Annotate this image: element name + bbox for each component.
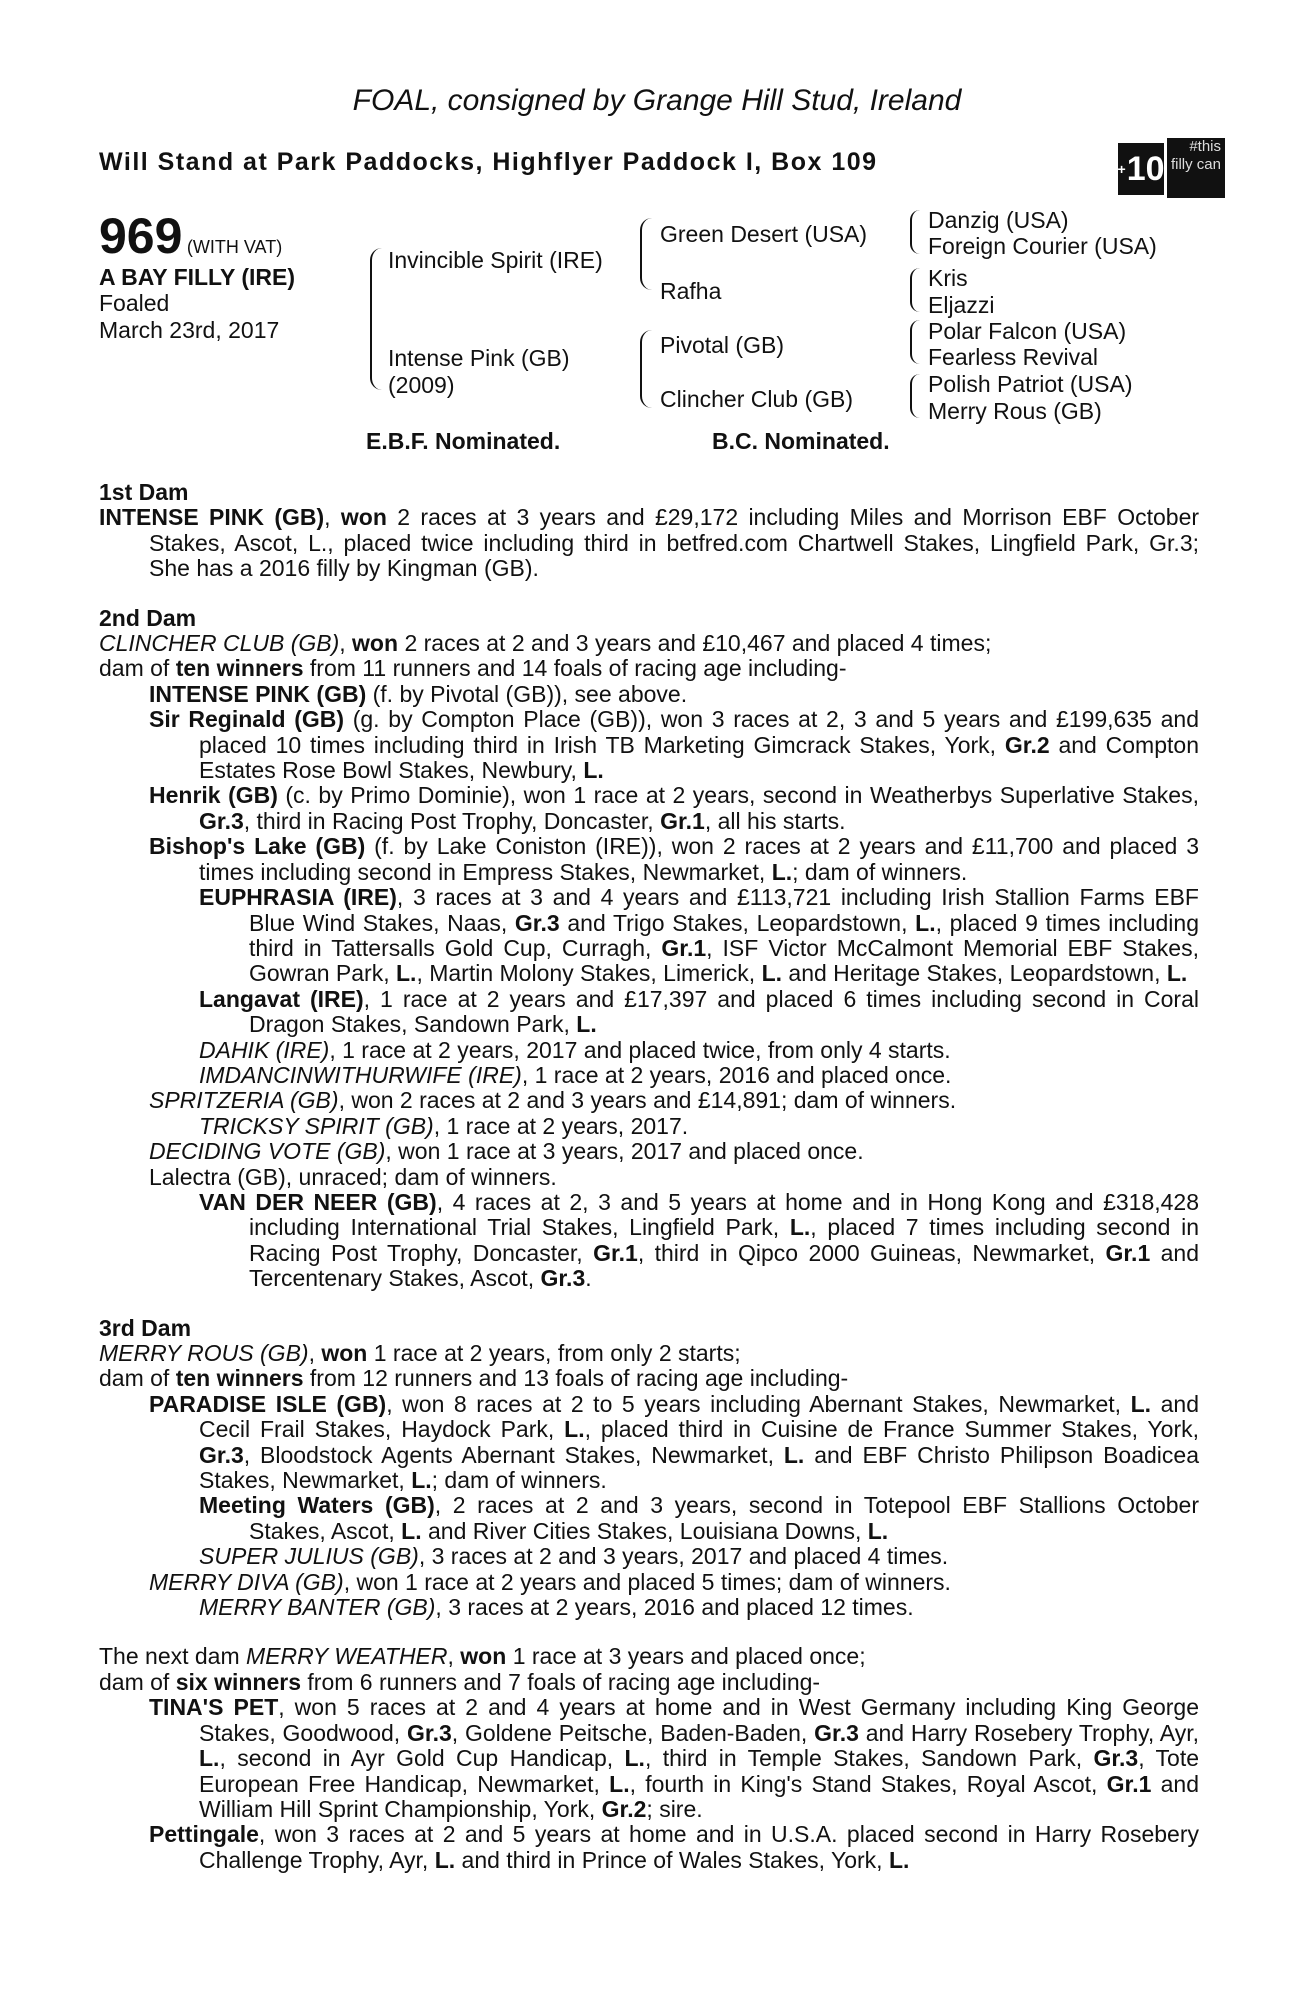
pedigree-sire-dam: Rafha [660,278,722,304]
pedigree-sire-sire: Green Desert (USA) [660,221,868,247]
pedigree-dds: Polish Patriot (USA) [928,371,1133,397]
pedigree-brace-sd [910,268,920,312]
pedigree-dam-sire: Pivotal (GB) [660,332,784,358]
third-dam-entry: MERRY ROUS (GB), won 1 race at 2 years, from only 2 starts; [99,1340,741,1366]
pedigree-dss: Polar Falcon (USA) [928,318,1127,344]
pedigree-sire: Invincible Spirit (IRE) [388,247,603,273]
produce-euphrasia: EUPHRASIA (IRE), 3 races at 3 and 4 years and £113,721 including Irish Stallion Farms EBF Blue Wind Stakes, Naas, Gr.3 and Trigo Stakes, Leopardstown, L., placed 9 times including third in Tattersalls Gold Cup, Curragh, Gr.1, ISF Victor McCalmont Memorial EBF Stakes, Gowran Park, L., Martin Molony Stakes, Limerick, L. and Heritage Stakes, Leopardstown, L. [199,884,1199,987]
catalogue-text [99,480,1199,1873]
produce-lalectra: Lalectra (GB), unraced; dam of winners. [149,1163,557,1190]
produce-meeting-waters: Meeting Waters (GB), 2 races at 2 and 3 years, second in Totepool EBF Stallions October Stakes, Ascot, L. and River Cities Stakes, Louisiana Downs, L. [199,1492,1200,1544]
first-dam-heading: 1st Dam [99,479,189,505]
pedigree-dam: Intense Pink (GB) [388,345,570,371]
produce-pettingale: Pettingale, won 3 races at 2 and 5 years at home and in U.S.A. placed second in Harry Rosebery Challenge Trophy, Ayr, L. and third in Prince of Wales Stakes, York, L. [149,1821,1199,1873]
pedigree-sds: Kris [928,265,968,291]
next-dam-produce-line: dam of six winners from 6 runners and 7 foals of racing age including- [99,1668,821,1695]
second-dam-heading: 2nd Dam [99,604,197,631]
produce-deciding-vote: DECIDING VOTE (GB), won 1 race at 3 years, 2017 and placed once. [149,1138,864,1165]
second-dam-entry: CLINCHER CLUB (GB), won 2 races at 2 and 3 years and £10,467 and placed 4 times; [99,630,992,657]
this-filly-can-logo: #this filly can [1167,138,1225,198]
produce-langavat: Langavat (IRE), 1 race at 2 years and £17,397 and placed 6 times including second in Coral Dragon Stakes, Sandown Park, L. [199,985,1199,1038]
produce-paradise-isle: PARADISE ISLE (GB), won 8 races at 2 to 5 years including Abernant Stakes, Newmarket, L. and Cecil Frail Stakes, Haydock Park, L., placed third in Cuisine de France Summer Stakes, York, Gr.3, Bloodstock Agents Abernant Stakes, Newmarket, L. and EBF Christo Philipson Boadicea Stakes, Newmarket, L.; dam of winners. [149,1390,1199,1494]
pedigree-brace-main [370,248,382,390]
ebf-nominated: E.B.F. Nominated. [366,428,561,454]
pedigree-brace-ds [910,320,920,364]
horse-name: A BAY FILLY (IRE) [99,264,295,290]
produce-intense-pink: INTENSE PINK (GB) (f. by Pivotal (GB)), see above. [149,680,688,707]
produce-merry-diva: MERRY DIVA (GB), won 1 race at 2 years and placed 5 times; dam of winners. [149,1568,951,1595]
produce-bishops-lake: Bishop's Lake (GB) (f. by Lake Coniston (IRE)), won 2 races at 2 years and £11,700 and placed 3 times including second in Empress Stakes, Newmarket, L.; dam of winners. [149,833,1199,885]
foaled-block [99,290,279,344]
pedigree-ssd: Foreign Courier (USA) [928,233,1157,259]
produce-henrik: Henrik (GB) (c. by Primo Dominie), won 1 race at 2 years, second in Weatherbys Superlative Stakes, Gr.3, third in Racing Post Trophy, Doncaster, Gr.1, all his starts. [149,782,1199,834]
bc-nominated: B.C. Nominated. [712,428,890,454]
lot-number: 969 [99,208,183,264]
page-title: FOAL, consigned by Grange Hill Stud, Ireland [352,84,962,117]
produce-imdancin: IMDANCINWITHURWIFE (IRE), 1 race at 2 years, 2016 and placed once. [199,1061,952,1088]
vat-label: (WITH VAT) [186,237,283,257]
pedigree-brace-sire [640,218,652,290]
foaled-date: March 23rd, 2017 [99,317,280,343]
third-dam-heading: 3rd Dam [99,1314,192,1341]
third-dam-produce-line: dam of ten winners from 12 runners and 13 foals of racing age including- [99,1365,849,1392]
pedigree-sdd: Eljazzi [928,292,995,318]
produce-sir-reginald: Sir Reginald (GB) (g. by Compton Place (GB)), won 3 races at 2, 3 and 5 years and £199,635 and placed 10 times including third in Irish TB Marketing Gimcrack Stakes, York, Gr.2 and Compton Estates Rose Bowl Stakes, Newbury, L. [149,706,1199,784]
second-dam-produce-line: dam of ten winners from 11 runners and 14 foals of racing age including- [99,655,847,682]
pedigree-brace-dam [640,330,652,408]
plus-ten-logo: + 10 [1118,143,1164,195]
pedigree-ddd: Merry Rous (GB) [928,398,1102,424]
stand-location: Will Stand at Park Paddocks, Highflyer Paddock I, Box 109 [99,148,878,176]
lot-number-block [99,207,282,265]
produce-spritzeria: SPRITZERIA (GB), won 2 races at 2 and 3 years and £14,891; dam of winners. [149,1087,957,1114]
produce-dahik: DAHIK (IRE), 1 race at 2 years, 2017 and placed twice, from only 4 starts. [199,1036,951,1063]
pedigree-brace-dd [910,374,920,418]
produce-tricksy-spirit: TRICKSY SPIRIT (GB), 1 race at 2 years, 2017. [199,1112,689,1139]
produce-super-julius: SUPER JULIUS (GB), 3 races at 2 and 3 years, 2017 and placed 4 times. [199,1543,949,1570]
pedigree-brace-ss [910,210,920,254]
produce-merry-banter: MERRY BANTER (GB), 3 races at 2 years, 2016 and placed 12 times. [199,1594,914,1621]
first-dam-entry: INTENSE PINK (GB), won 2 races at 3 years and £29,172 including Miles and Morrison EBF October Stakes, Ascot, L., placed twice including third in betfred.com Chartwell Stakes, Lingfield Park, Gr.3; She has a 2016 filly by Kingman (GB). [99,504,1200,582]
next-dam-entry: The next dam MERRY WEATHER, won 1 race at 3 years and placed once; [99,1643,866,1670]
foaled-label: Foaled [99,290,170,316]
pedigree-dam-year: (2009) [388,372,455,398]
produce-tinas-pet: TINA'S PET, won 5 races at 2 and 4 years at home and in West Germany including King George Stakes, Goodwood, Gr.3, Goldene Peitsche, Baden-Baden, Gr.3 and Harry Rosebery Trophy, Ayr, L., second in Ayr Gold Cup Handicap, L., third in Temple Stakes, Sandown Park, Gr.3, Tote European Free Handicap, Newmarket, L., fourth in King's Stand Stakes, Royal Ascot, Gr.1 and William Hill Sprint Championship, York, Gr.2; sire. [149,1694,1200,1822]
pedigree-sss: Danzig (USA) [928,207,1069,233]
pedigree-dsd: Fearless Revival [928,344,1098,370]
pedigree-dam-dam: Clincher Club (GB) [660,386,853,412]
produce-van-der-neer: VAN DER NEER (GB), 4 races at 2, 3 and 5 years at home and in Hong Kong and £318,428 including International Trial Stakes, Lingfield Park, L., placed 7 times including second in Racing Post Trophy, Doncaster, Gr.1, third in Qipco 2000 Guineas, Newmarket, Gr.1 and Tercentenary Stakes, Ascot, Gr.3. [199,1188,1200,1292]
